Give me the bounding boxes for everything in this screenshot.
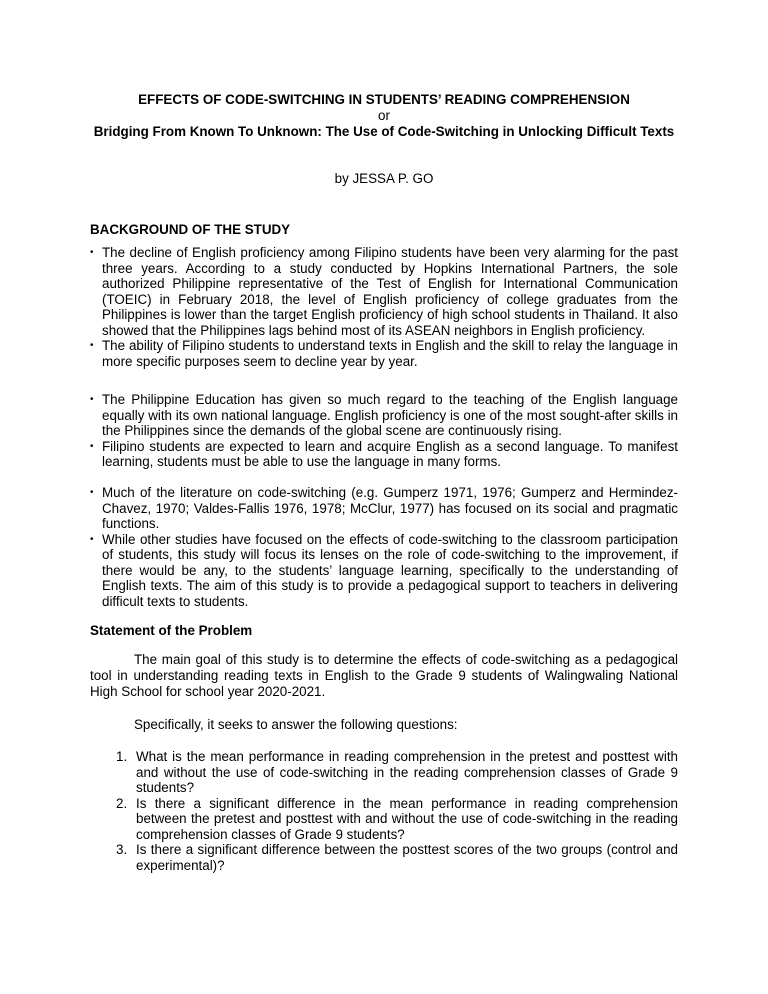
bullet-item: • Filipino students are expected to learn and acquire English as a second language. To manifest learning, students must be able to use the language in many forms. [90,439,678,470]
question-number: 3. [116,842,128,857]
bullet-item: • The Philippine Education has given so much regard to the teaching of the English language equally with its own national language. English proficiency is one of the most sought-after skills in the Philippines since the demands of the global scene are continuously rising. [90,392,678,439]
research-question [116,796,678,843]
research-question [116,842,678,873]
research-questions-list [116,749,678,873]
title-or: or [378,108,390,123]
bullet-item: • The decline of English proficiency among Filipino students have been very alarming for the past three years. According to a study conducted by Hopkins International Partners, the sole authorized Philippine representative of the Test of English for International Communication (TOEIC) in February 2018, the level of English proficiency of college graduates from the Philippines is lower than the target English proficiency of high school students in Thailand. It also showed that the Philippines lags behind most of its ASEAN neighbors in English proficiency. [90,245,678,338]
research-question [116,749,678,796]
question-text: What is the mean performance in reading comprehension in the pretest and posttest with and without the use of code-switching in the reading comprehension classes of Grade 9 students? [136,749,678,795]
question-number: 1. [116,749,128,764]
section-heading-problem: Statement of the Problem [90,623,253,638]
author-byline: by JESSA P. GO [334,171,434,186]
background-bullets-2 [90,392,678,470]
document-title [90,92,678,140]
section-heading-background: BACKGROUND OF THE STUDY [90,222,291,237]
title-line-2: Bridging From Known To Unknown: The Use of Code-Switching in Unlocking Difficult Texts [93,124,675,139]
background-bullets-1 [90,245,678,369]
problem-paragraph-specifically: Specifically, it seeks to answer the following questions: [134,717,458,732]
question-number: 2. [116,795,128,811]
bullet-item: • Much of the literature on code-switching (e.g. Gumperz 1971, 1976; Gumperz and Hermindez-Chavez, 1970; Valdes-Fallis 1976, 1978; McClur, 1977) has focused on its social and pragmatic functions. [90,485,678,532]
question-text: Is there a significant difference between the posttest scores of the two groups (control and experimental)? [136,842,678,873]
question-text: Is there a significant difference in the mean performance in reading comprehension between the pretest and posttest with and without the use of code-switching in the reading comprehension classes of Grade 9 students? [136,795,678,842]
bullet-item: • The ability of Filipino students to understand texts in English and the skill to relay the language in more specific purposes seem to decline year by year. [90,338,678,369]
background-bullets-3 [90,485,678,609]
bullet-item: • While other studies have focused on the effects of code-switching to the classroom participation of students, this study will focus its lenses on the role of code-switching to the improvement, if there would be any, to the students’ language learning, specifically to the understanding of English texts. The aim of this study is to provide a pedagogical support to teachers in delivering difficult texts to students. [90,532,678,610]
title-line-1: EFFECTS OF CODE-SWITCHING IN STUDENTS’ READING COMPREHENSION [138,92,630,107]
problem-paragraph-main-goal: The main goal of this study is to determine the effects of code-switching as a pedagogical tool in understanding reading texts in English to the Grade 9 students of Walingwaling National High School for school year 2020-2021. [90,652,678,699]
